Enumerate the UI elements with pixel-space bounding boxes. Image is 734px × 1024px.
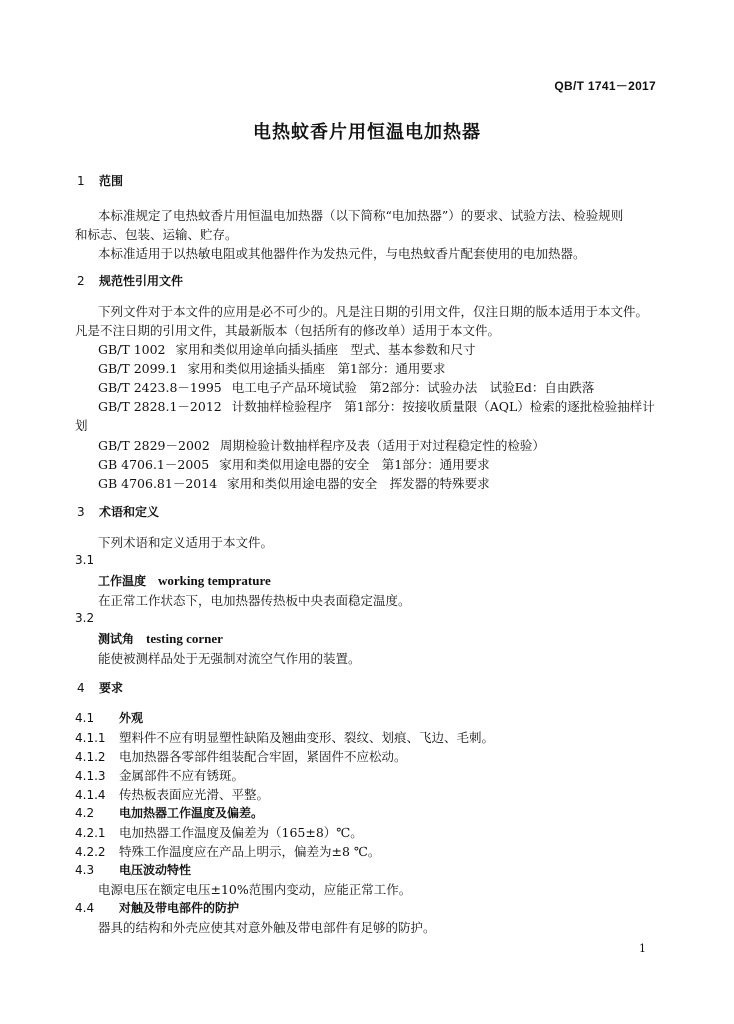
paragraph: 凡是不注日期的引用文件，其最新版本（包括所有的修改单）适用于本文件。 bbox=[75, 323, 501, 338]
page-number: 1 bbox=[639, 942, 646, 955]
paragraph: 下列术语和定义适用于本文件。 bbox=[98, 535, 274, 550]
section-number: 3 bbox=[77, 505, 85, 519]
reference-code: GB/T 2099.1 bbox=[98, 361, 178, 376]
clause-number: 4.1.1 bbox=[75, 731, 106, 745]
subsection-number: 4.4 bbox=[75, 901, 95, 915]
section-number: 1 bbox=[77, 174, 85, 188]
subsection-4-2 bbox=[75, 804, 263, 821]
section-title: 要求 bbox=[99, 681, 124, 695]
clause-text: 特殊工作温度应在产品上明示，偏差为±8 ℃。 bbox=[119, 844, 381, 859]
term-definition: 在正常工作状态下，电加热器传热板中央表面稳定温度。 bbox=[98, 593, 411, 608]
subsection-4-3 bbox=[75, 861, 191, 878]
paragraph: 和标志、包装、运输、贮存。 bbox=[75, 227, 238, 242]
section-number: 4 bbox=[77, 681, 85, 695]
paragraph: 本标准规定了电热蚊香片用恒温电加热器（以下简称“电加热器”）的要求、试验方法、检验规则 bbox=[98, 208, 624, 223]
subsection-title: 电加热器工作温度及偏差。 bbox=[119, 806, 264, 820]
reference-title: 周期检验计数抽样程序及表（适用于对过程稳定性的检验） bbox=[219, 438, 545, 453]
term-zh: 工作温度 bbox=[98, 574, 147, 588]
reference-continuation: 划 bbox=[75, 418, 88, 433]
term-number: 3.1 bbox=[75, 553, 95, 567]
clause-4-1-4 bbox=[75, 785, 269, 803]
paragraph: 下列文件对于本文件的应用是必不可少的。凡是注日期的引用文件，仅注日期的版本适用于本文件。 bbox=[98, 304, 649, 319]
term-number: 3.2 bbox=[75, 611, 95, 625]
clause-number: 4.1.3 bbox=[75, 769, 106, 783]
clause-4-2-2 bbox=[75, 842, 380, 860]
reference-item bbox=[98, 474, 490, 492]
clause-number: 4.2.2 bbox=[75, 845, 106, 859]
clause-4-1-1 bbox=[75, 728, 494, 746]
subsection-number: 4.2 bbox=[75, 806, 95, 820]
section-4-heading bbox=[77, 679, 123, 696]
clause-text: 塑料件不应有明显塑性缺陷及翘曲变形、裂纹、划痕、飞边、毛刺。 bbox=[119, 730, 495, 745]
reference-item bbox=[98, 397, 655, 415]
clause-text: 金属部件不应有锈斑。 bbox=[119, 768, 245, 783]
subsection-4-4 bbox=[75, 899, 239, 916]
reference-title: 家用和类似用途插头插座 第1部分：通用要求 bbox=[187, 361, 446, 376]
clause-4-1-3 bbox=[75, 766, 244, 784]
term-definition: 能使被测样品处于无强制对流空气作用的装置。 bbox=[98, 651, 361, 666]
term-entry bbox=[98, 572, 271, 589]
reference-code: GB/T 2829－2002 bbox=[98, 438, 210, 453]
reference-item bbox=[98, 455, 490, 473]
section-title: 规范性引用文件 bbox=[99, 274, 184, 288]
paragraph: 电源电压在额定电压±10%范围内变动，应能正常工作。 bbox=[98, 882, 412, 897]
section-title: 术语和定义 bbox=[99, 505, 160, 519]
term-en: working temprature bbox=[158, 573, 271, 588]
subsection-title: 电压波动特性 bbox=[119, 863, 192, 877]
subsection-title: 对触及带电部件的防护 bbox=[119, 901, 240, 915]
subsection-number: 4.1 bbox=[75, 711, 95, 725]
reference-title: 电工电子产品环境试验 第2部分：试验办法 试验Ed：自由跌落 bbox=[231, 380, 595, 395]
term-entry bbox=[98, 630, 223, 647]
reference-code: GB 4706.81－2014 bbox=[98, 476, 218, 491]
clause-number: 4.1.4 bbox=[75, 788, 106, 802]
clause-4-1-2 bbox=[75, 747, 407, 765]
document-title: 电热蚊香片用恒温电加热器 bbox=[253, 122, 481, 143]
term-en: testing corner bbox=[146, 631, 223, 646]
clause-number: 4.2.1 bbox=[75, 826, 106, 840]
section-3-heading bbox=[77, 503, 159, 520]
reference-item bbox=[98, 340, 476, 358]
reference-title: 家用和类似用途单向插头插座 型式、基本参数和尺寸 bbox=[175, 342, 476, 357]
clause-number: 4.1.2 bbox=[75, 750, 106, 764]
clause-text: 传热板表面应光滑、平整。 bbox=[119, 787, 270, 802]
reference-title: 计数抽样检验程序 第1部分：按接收质量限（AQL）检索的逐批检验抽样计 bbox=[231, 399, 655, 414]
reference-item bbox=[98, 359, 445, 377]
reference-title: 家用和类似用途电器的安全 挥发器的特殊要求 bbox=[227, 476, 490, 491]
term-zh: 测试角 bbox=[98, 632, 135, 646]
subsection-4-1 bbox=[75, 709, 143, 726]
clause-text: 电加热器各零部件组装配合牢固，紧固件不应松动。 bbox=[119, 749, 407, 764]
reference-item bbox=[98, 436, 545, 454]
subsection-number: 4.3 bbox=[75, 863, 95, 877]
reference-code: GB 4706.1－2005 bbox=[98, 457, 210, 472]
reference-title: 家用和类似用途电器的安全 第1部分：通用要求 bbox=[219, 457, 490, 472]
reference-item bbox=[98, 378, 594, 396]
standard-code: QB/T 1741－2017 bbox=[554, 79, 656, 93]
paragraph: 器具的结构和外壳应使其对意外触及带电部件有足够的防护。 bbox=[98, 920, 436, 935]
section-number: 2 bbox=[77, 274, 85, 288]
section-title: 范围 bbox=[99, 174, 124, 188]
section-1-heading bbox=[77, 172, 123, 189]
subsection-title: 外观 bbox=[119, 711, 144, 725]
paragraph: 本标准适用于以热敏电阻或其他器件作为发热元件，与电热蚊香片配套使用的电加热器。 bbox=[98, 246, 586, 261]
clause-text: 电加热器工作温度及偏差为（165±8）℃。 bbox=[119, 825, 363, 840]
section-2-heading bbox=[77, 272, 183, 289]
reference-code: GB/T 2828.1－2012 bbox=[98, 399, 222, 414]
reference-code: GB/T 1002 bbox=[98, 342, 166, 357]
clause-4-2-1 bbox=[75, 823, 363, 841]
reference-code: GB/T 2423.8－1995 bbox=[98, 380, 222, 395]
